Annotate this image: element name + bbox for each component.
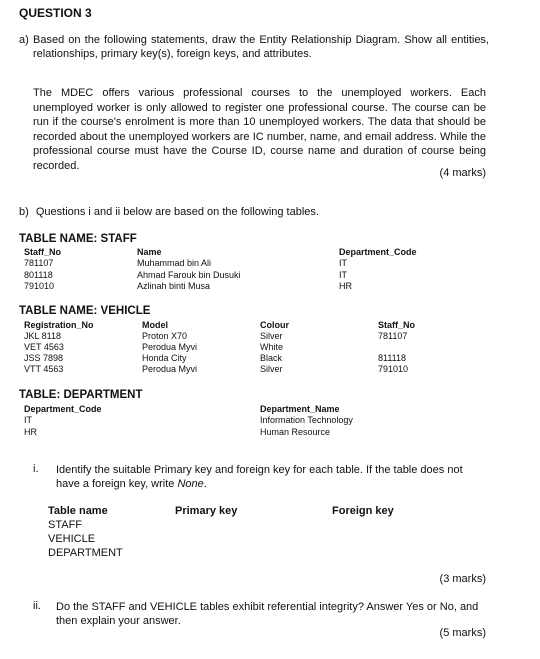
part-a-marks: (4 marks) [439,167,486,179]
key-table-row-department: DEPARTMENT [48,547,123,559]
part-b-text: Questions i and ii below are based on the following tables. [35,206,319,218]
vehicle-header-staff-no: Staff_No [378,320,416,330]
vehicle-cell: Black [260,353,283,363]
part-a-label: a) [19,34,29,46]
key-table-header-foreign-key: Foreign key [332,505,394,517]
question-i-marks: (3 marks) [439,573,486,585]
part-a-scenario: The MDEC offers various professional courses to the unemployed workers. Each unemployed worker is only allowed to register one professional course. The course can be run if the course's enrolment is more than 10 unemployed workers. The data that should be recorded about the unemployed workers are IC number, name, and email address. While the professional course must have the Course ID, course name and duration of course being recorded. [33,87,486,172]
question-ii-text: Do the STAFF and VEHICLE tables exhibit referential integrity? Answer Yes or No, and then explain your answer. [56,601,479,627]
part-b-label: b) [19,206,29,218]
vehicle-cell: Perodua Myvi [142,342,198,352]
department-cell: Human Resource [260,427,331,437]
vehicle-cell: VTT 4563 [24,364,64,374]
staff-cell: 801118 [24,270,53,280]
staff-cell: IT [339,270,347,280]
vehicle-header-colour: Colour [260,320,289,330]
question-ii-label: ii. [33,600,41,612]
department-cell: HR [24,427,37,437]
vehicle-cell: 791010 [378,364,409,374]
staff-cell: Ahmad Farouk bin Dusuki [137,270,241,280]
staff-header-staff-no: Staff_No [24,247,62,257]
staff-cell: 781107 [24,258,54,268]
part-b-instruction [19,206,319,218]
vehicle-cell: Silver [260,364,283,374]
vehicle-cell: Proton X70 [142,331,188,341]
vehicle-cell: Honda City [142,353,187,363]
vehicle-cell: 781107 [378,331,408,341]
vehicle-cell: Perodua Myvi [142,364,198,374]
vehicle-header-model: Model [142,320,168,330]
vehicle-cell: VET 4563 [24,342,64,352]
part-a-instruction [19,33,489,61]
part-a-text: Based on the following statements, draw the Entity Relationship Diagram. Show all entities, relationships, primary key(s), foreign keys, and attributes. [33,34,489,60]
key-table-header-table-name: Table name [48,505,108,517]
vehicle-cell: Silver [260,331,283,341]
key-table-header-primary-key: Primary key [175,505,238,517]
department-cell: IT [24,415,32,425]
staff-cell: 791010 [24,281,55,291]
vehicle-cell: JKL 8118 [24,331,62,341]
vehicle-header-registration-no: Registration_No [24,320,94,330]
key-table-row-staff: STAFF [48,519,83,531]
staff-header-name: Name [137,247,162,257]
department-header-name: Department_Name [260,404,340,414]
staff-table-title: TABLE NAME: STAFF [19,233,137,245]
question-i-text-italic: None [177,478,204,490]
vehicle-cell: 811118 [378,353,407,363]
question-i-text-main: Identify the suitable Primary key and foreign key for each table. If the table does not have a foreign key, write [56,464,463,490]
staff-cell: IT [339,258,347,268]
department-table-title: TABLE: DEPARTMENT [19,389,143,401]
question-i-label: i. [33,463,39,475]
question-ii-marks: (5 marks) [439,627,486,639]
key-table-row-vehicle: VEHICLE [48,533,96,545]
staff-header-department-code: Department_Code [339,247,417,257]
department-header-code: Department_Code [24,404,102,414]
staff-cell: Azlinah binti Musa [137,281,211,291]
question-i-text-end: . [203,478,207,490]
vehicle-cell: White [260,342,284,352]
vehicle-cell: JSS 7898 [24,353,64,363]
question-title: QUESTION 3 [19,6,92,20]
vehicle-table-title: TABLE NAME: VEHICLE [19,305,151,317]
department-cell: Information Technology [260,415,353,425]
staff-cell: Muhammad bin Ali [137,258,212,268]
question-i-text [56,463,488,491]
staff-cell: HR [339,281,352,291]
